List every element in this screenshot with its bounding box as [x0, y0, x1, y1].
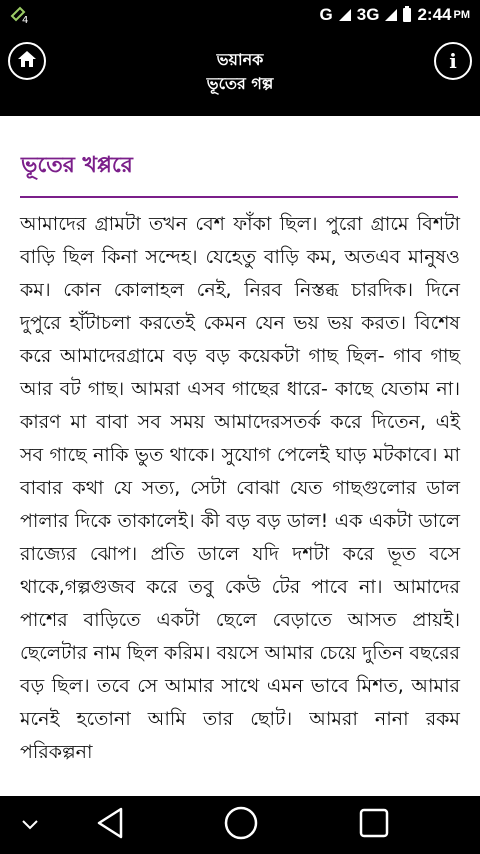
status-bar	[0, 0, 480, 30]
clock-time: 2:44	[417, 5, 452, 24]
story-body: আমাদের গ্রামটা তখন বেশ ফাঁকা ছিল। পুরো গ্রামে বিশটা বাড়ি ছিল কিনা সন্দেহ। যেহেতু বাড়ি কম, অতএব মানুষও কম। কোন কোলাহল নেই, নিরব নিস্তব্ধ চারদিক। দিনে দুপুরে হাঁটাচলা করতেই কেমন যেন ভয় ভয় করত। বিশেষ করে আমাদেরগ্রামে বড় বড় কয়েকটা গাছ ছিল- গাব গাছ আর বট গাছ। আমরা এসব গাছের ধারে- কাছে যেতাম না। কারণ মা বাবা সব সময় আমাদেরসতর্ক করে দিতেন, এই সব গাছে নাকি ভুত থাকে। সুযোগ পেলেই ঘাড় মটকাবে। মা বাবার কথা যে সত্য, সেটা বোঝা যেত গাছগুলোর ডাল পালার দিকে তাকালেই। কী বড় বড় ডাল! এক একটা ডালে রাজ্যের ঝোপ। প্রতি ডালে যদি দশটা করে ভূত বসে থাকে,গল্পগুজব করে তবু কেউ টের পাবে না। আমাদের পাশের বাড়িতে একটা ছেলে বেড়াতে আসত প্রায়ই। ছেলেটার নাম ছিল করিম। বয়সে আমার চেয়ে দুতিন বছরের বড় ছিল। তবে সে আমার সাথে এমন ভাবে মিশত, আমার মনেই হতোনা আমি তার ছোট। আমরা নানা রকম পরিকল্পনা	[20, 213, 460, 763]
recents-square-icon	[358, 807, 390, 843]
story-title: ভূতের খপ্পরে	[21, 153, 133, 178]
back-triangle-icon	[95, 806, 125, 844]
title-divider	[20, 196, 458, 198]
info-button[interactable]	[434, 42, 472, 80]
signal-icon-2	[385, 9, 397, 21]
app-bar	[0, 30, 480, 116]
status-right	[320, 5, 470, 25]
navigation-bar	[0, 796, 480, 854]
status-left	[10, 4, 30, 27]
battery-icon	[403, 8, 411, 22]
page-title-line1: ভয়ানক	[216, 50, 264, 69]
chevron-down-icon	[20, 816, 40, 835]
svg-text:4: 4	[22, 14, 29, 24]
network-carrier: G	[319, 5, 333, 24]
home-nav-button[interactable]	[211, 796, 271, 854]
recents-button[interactable]	[344, 796, 404, 854]
back-button[interactable]	[80, 796, 140, 854]
page-title	[0, 48, 480, 96]
home-circle-icon	[223, 805, 259, 845]
story-content[interactable]	[0, 116, 480, 796]
network-type: 3G	[356, 5, 380, 24]
info-icon: i	[449, 49, 457, 73]
hide-keyboard-button[interactable]	[0, 796, 60, 854]
signal-icon	[339, 9, 351, 21]
clock-ampm: PM	[453, 9, 470, 21]
page-title-line2: ভূতের গল্প	[206, 74, 274, 93]
notification-4-icon	[10, 4, 30, 27]
